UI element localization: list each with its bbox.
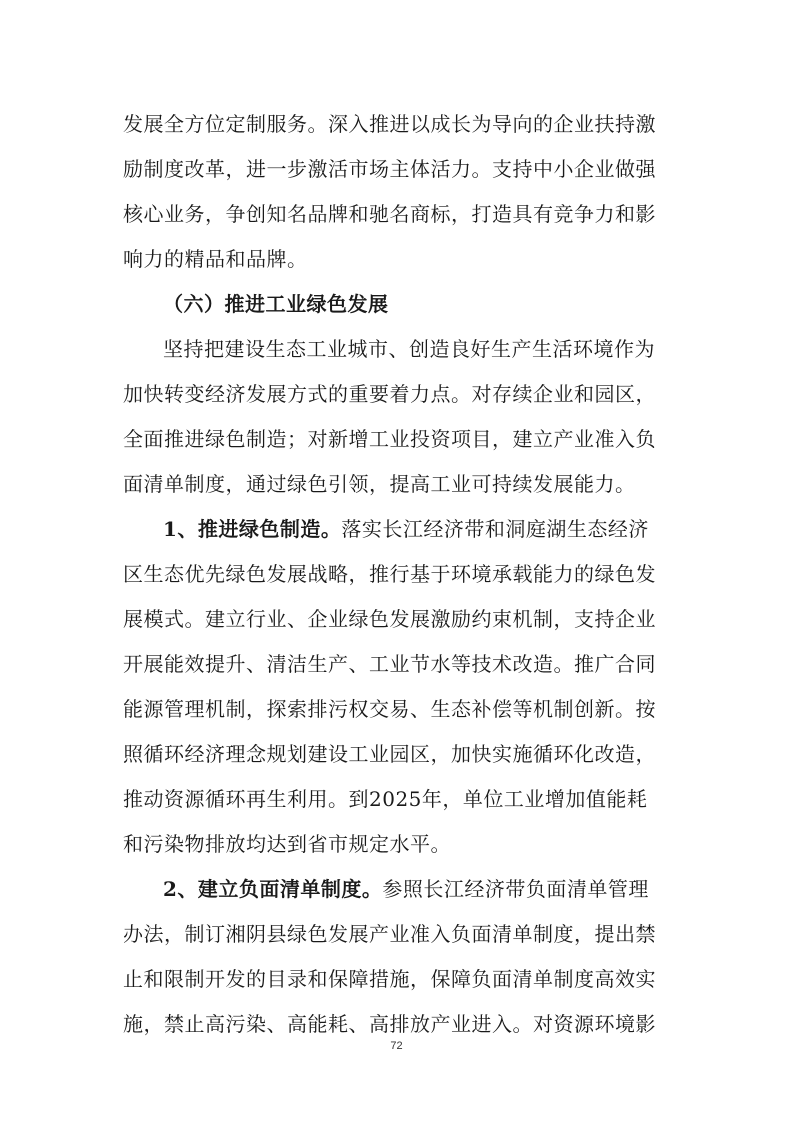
- paragraph-line: 加快转变经济发展方式的重要着力点。对存续企业和园区，: [123, 382, 656, 406]
- paragraph-line: 励制度改革，进一步激活市场主体活力。支持中小企业做强: [123, 157, 656, 181]
- item-2-text: 参照长江经济带负面清单管理: [382, 877, 649, 901]
- paragraph-line: 和污染物排放均达到省市规定水平。: [123, 832, 451, 856]
- item-2-first-line: [163, 871, 668, 907]
- paragraph-line: 面清单制度，通过绿色引领，提高工业可持续发展能力。: [123, 472, 636, 496]
- section-heading: （六）推进工业绿色发展: [163, 292, 389, 316]
- paragraph-line: 办法，制订湘阴县绿色发展产业准入负面清单制度，提出禁: [123, 922, 656, 946]
- paragraph-line: 发展全方位定制服务。深入推进以成长为导向的企业扶持激: [123, 112, 656, 136]
- paragraph-line: 区生态优先绿色发展战略，推行基于环境承载能力的绿色发: [123, 562, 656, 586]
- paragraph-line: 施，禁止高污染、高能耗、高排放产业进入。对资源环境影: [123, 1012, 656, 1036]
- paragraph-line: 坚持把建设生态工业城市、创造良好生产生活环境作为: [163, 337, 655, 361]
- paragraph-line: 推动资源循环再生利用。到2025年，单位工业增加值能耗: [123, 787, 648, 811]
- item-2-label: 2、建立负面清单制度。: [163, 877, 383, 901]
- paragraph-line: 展模式。建立行业、企业绿色发展激励约束机制，支持企业: [123, 607, 656, 631]
- paragraph-line: 止和限制开发的目录和保障措施，保障负面清单制度高效实: [123, 967, 656, 991]
- paragraph-line: 响力的精品和品牌。: [123, 247, 308, 271]
- item-1-text: 落实长江经济带和洞庭湖生态经济: [341, 517, 649, 541]
- paragraph-line: 开展能效提升、清洁生产、工业节水等技术改造。推广合同: [123, 652, 656, 676]
- paragraph-line: 全面推进绿色制造；对新增工业投资项目，建立产业准入负: [123, 427, 656, 451]
- paragraph-line: 照循环经济理念规划建设工业园区，加快实施循环化改造，: [123, 742, 656, 766]
- item-1-label: 1、推进绿色制造。: [163, 517, 342, 541]
- item-1-first-line: [163, 511, 668, 547]
- page-number: 72: [390, 1040, 403, 1052]
- paragraph-line: 能源管理机制，探索排污权交易、生态补偿等机制创新。按: [123, 697, 656, 721]
- paragraph-line: 核心业务，争创知名品牌和驰名商标，打造具有竞争力和影: [123, 202, 656, 226]
